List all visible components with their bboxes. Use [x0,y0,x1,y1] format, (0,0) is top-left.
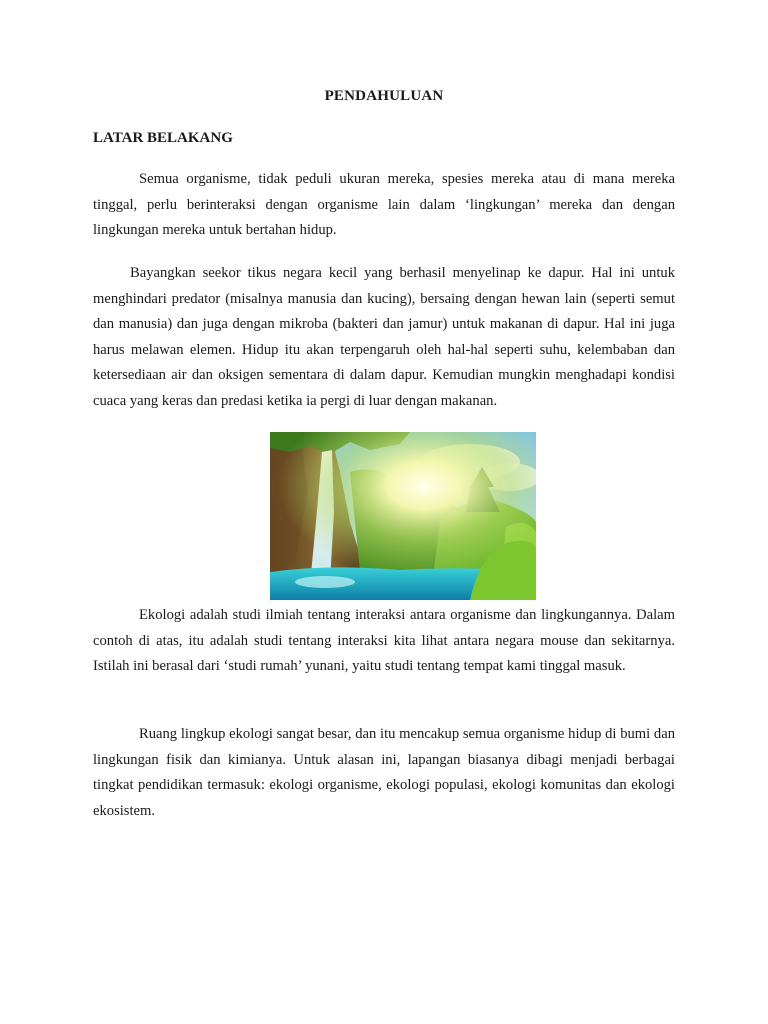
section-title: LATAR BELAKANG [93,130,233,146]
paragraph-1: Semua organisme, tidak peduli ukuran mereka, spesies mereka atau di mana mereka tinggal, perlu berinteraksi dengan organisme lain dalam ‘lingkungan’ mereka dan dengan lingkungan mereka untuk bertahan hidup. [93,171,675,238]
paragraph-2: Bayangkan seekor tikus negara kecil yang berhasil menyelinap ke dapur. Hal ini untuk menghindari predator (misalnya manusia dan kucing), bersaing dengan hewan lain (seperti semut dan manusia) dan juga dengan mikroba (bakteri dan jamur) untuk makanan di dapur. Hal ini juga harus melawan elemen. Hidup itu akan terpengaruh oleh hal-hal seperti suhu, kelembaban dan ketersediaan air dan oksigen sementara di dalam dapur. Kemudian mungkin menghadapi kondisi cuaca yang keras dan predasi ketika ia pergi di luar dengan makanan. [93,265,675,409]
waterfall-image [270,432,536,600]
paragraph-4: Ruang lingkup ekologi sangat besar, dan itu mencakup semua organisme hidup di bumi dan lingkungan fisik dan kimianya. Untuk alasan ini, lapangan biasanya dibagi menjadi berbagai tingkat pendidikan termasuk: ekologi organisme, ekologi populasi, ekologi komunitas dan ekologi ekosistem. [93,726,675,819]
paragraph-3: Ekologi adalah studi ilmiah tentang interaksi antara organisme dan lingkungannya. Dalam contoh di atas, itu adalah studi tentang interaksi kita lihat antara negara mouse dan sekitarnya. Istilah ini berasal dari ‘studi rumah’ yunani, yaitu studi tentang tempat kami tinggal masuk. [93,607,675,674]
document-heading: PENDAHULUAN [324,88,444,104]
